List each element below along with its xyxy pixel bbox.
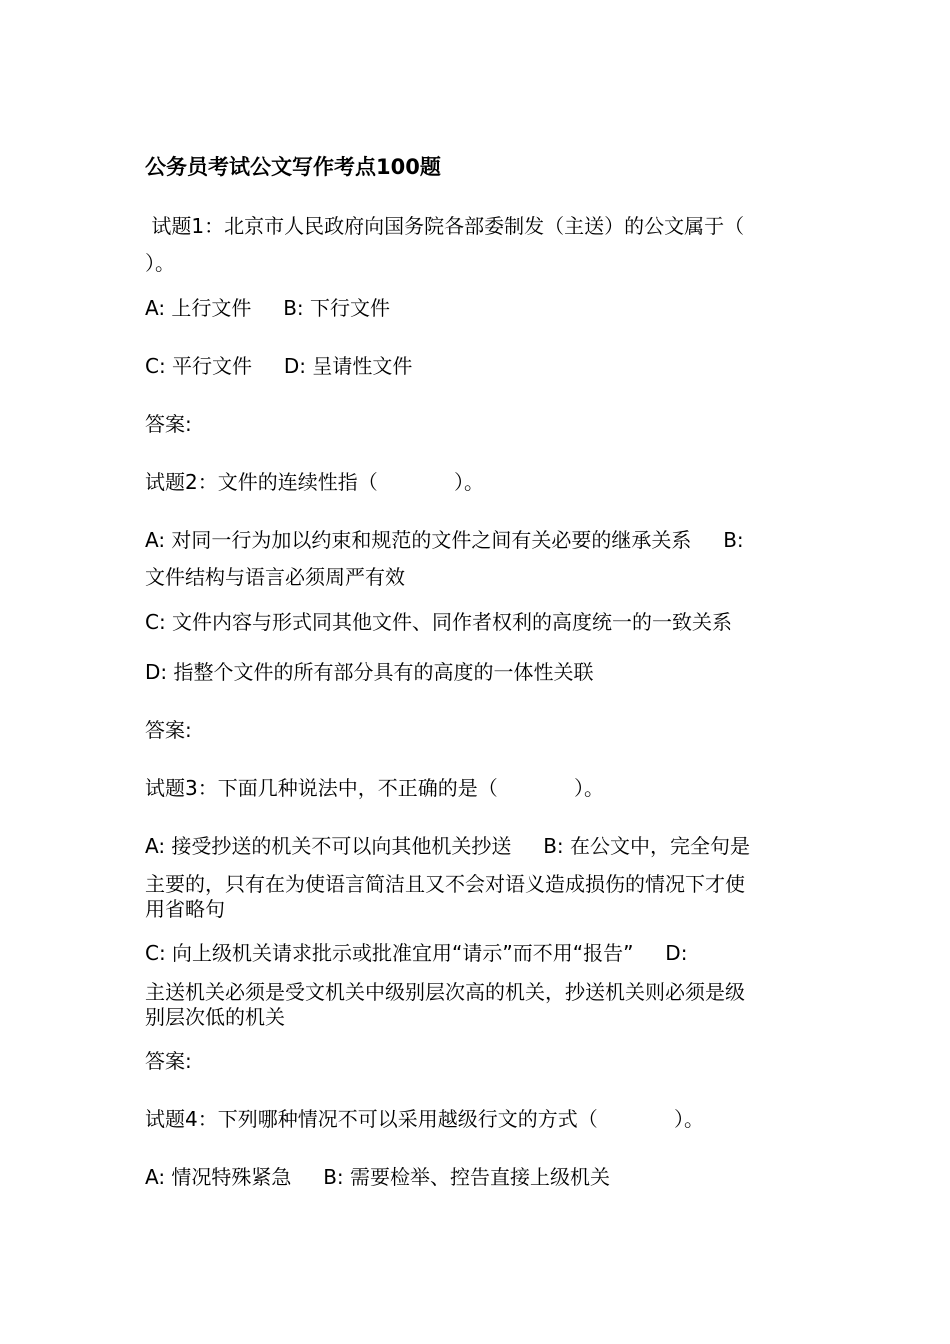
- question-1-options-cd: C: 平行文件 D: 呈请性文件: [145, 354, 413, 378]
- question-3-option-line-3: 用省略句: [145, 897, 225, 921]
- question-3-option-line-1: A: 接受抄送的机关不可以向其他机关抄送 B: 在公文中，完全句是: [145, 834, 751, 858]
- question-1-stem-line-1: 试题1：北京市人民政府向国务院各部委制发（主送）的公文属于（: [145, 214, 745, 238]
- question-2-option-a-line-1: A: 对同一行为加以约束和规范的文件之间有关必要的继承关系 B:: [145, 528, 744, 552]
- question-3-stem: 试题3：下面几种说法中，不正确的是（ ）。: [145, 776, 605, 800]
- question-4-stem: 试题4：下列哪种情况不可以采用越级行文的方式（ ）。: [145, 1107, 705, 1131]
- question-2-option-b-line-2: 文件结构与语言必须周严有效: [145, 565, 405, 589]
- question-3-option-line-5: 主送机关必须是受文机关中级别层次高的机关，抄送机关则必须是级: [145, 980, 745, 1004]
- question-1-options-ab: A: 上行文件 B: 下行文件: [145, 296, 391, 320]
- question-3-option-line-2: 主要的，只有在为使语言简洁且又不会对语义造成损伤的情况下才使: [145, 872, 745, 896]
- question-2-stem: 试题2：文件的连续性指（ ）。: [145, 470, 485, 494]
- document-title: 公务员考试公文写作考点100题: [145, 155, 441, 179]
- question-4-options-ab: A: 情况特殊紧急 B: 需要检举、控告直接上级机关: [145, 1165, 611, 1189]
- question-3-option-line-4: C: 向上级机关请求批示或批准宜用“请示”而不用“报告” D:: [145, 941, 688, 965]
- question-1-answer-label: 答案:: [145, 412, 192, 436]
- question-2-option-c: C: 文件内容与形式同其他文件、同作者权利的高度统一的一致关系: [145, 610, 733, 634]
- question-3-answer-label: 答案:: [145, 1049, 192, 1073]
- question-2-answer-label: 答案:: [145, 718, 192, 742]
- question-2-option-d: D: 指整个文件的所有部分具有的高度的一体性关联: [145, 660, 594, 684]
- question-3-option-line-6: 别层次低的机关: [145, 1005, 285, 1029]
- question-1-stem-line-2: ）。: [145, 251, 175, 275]
